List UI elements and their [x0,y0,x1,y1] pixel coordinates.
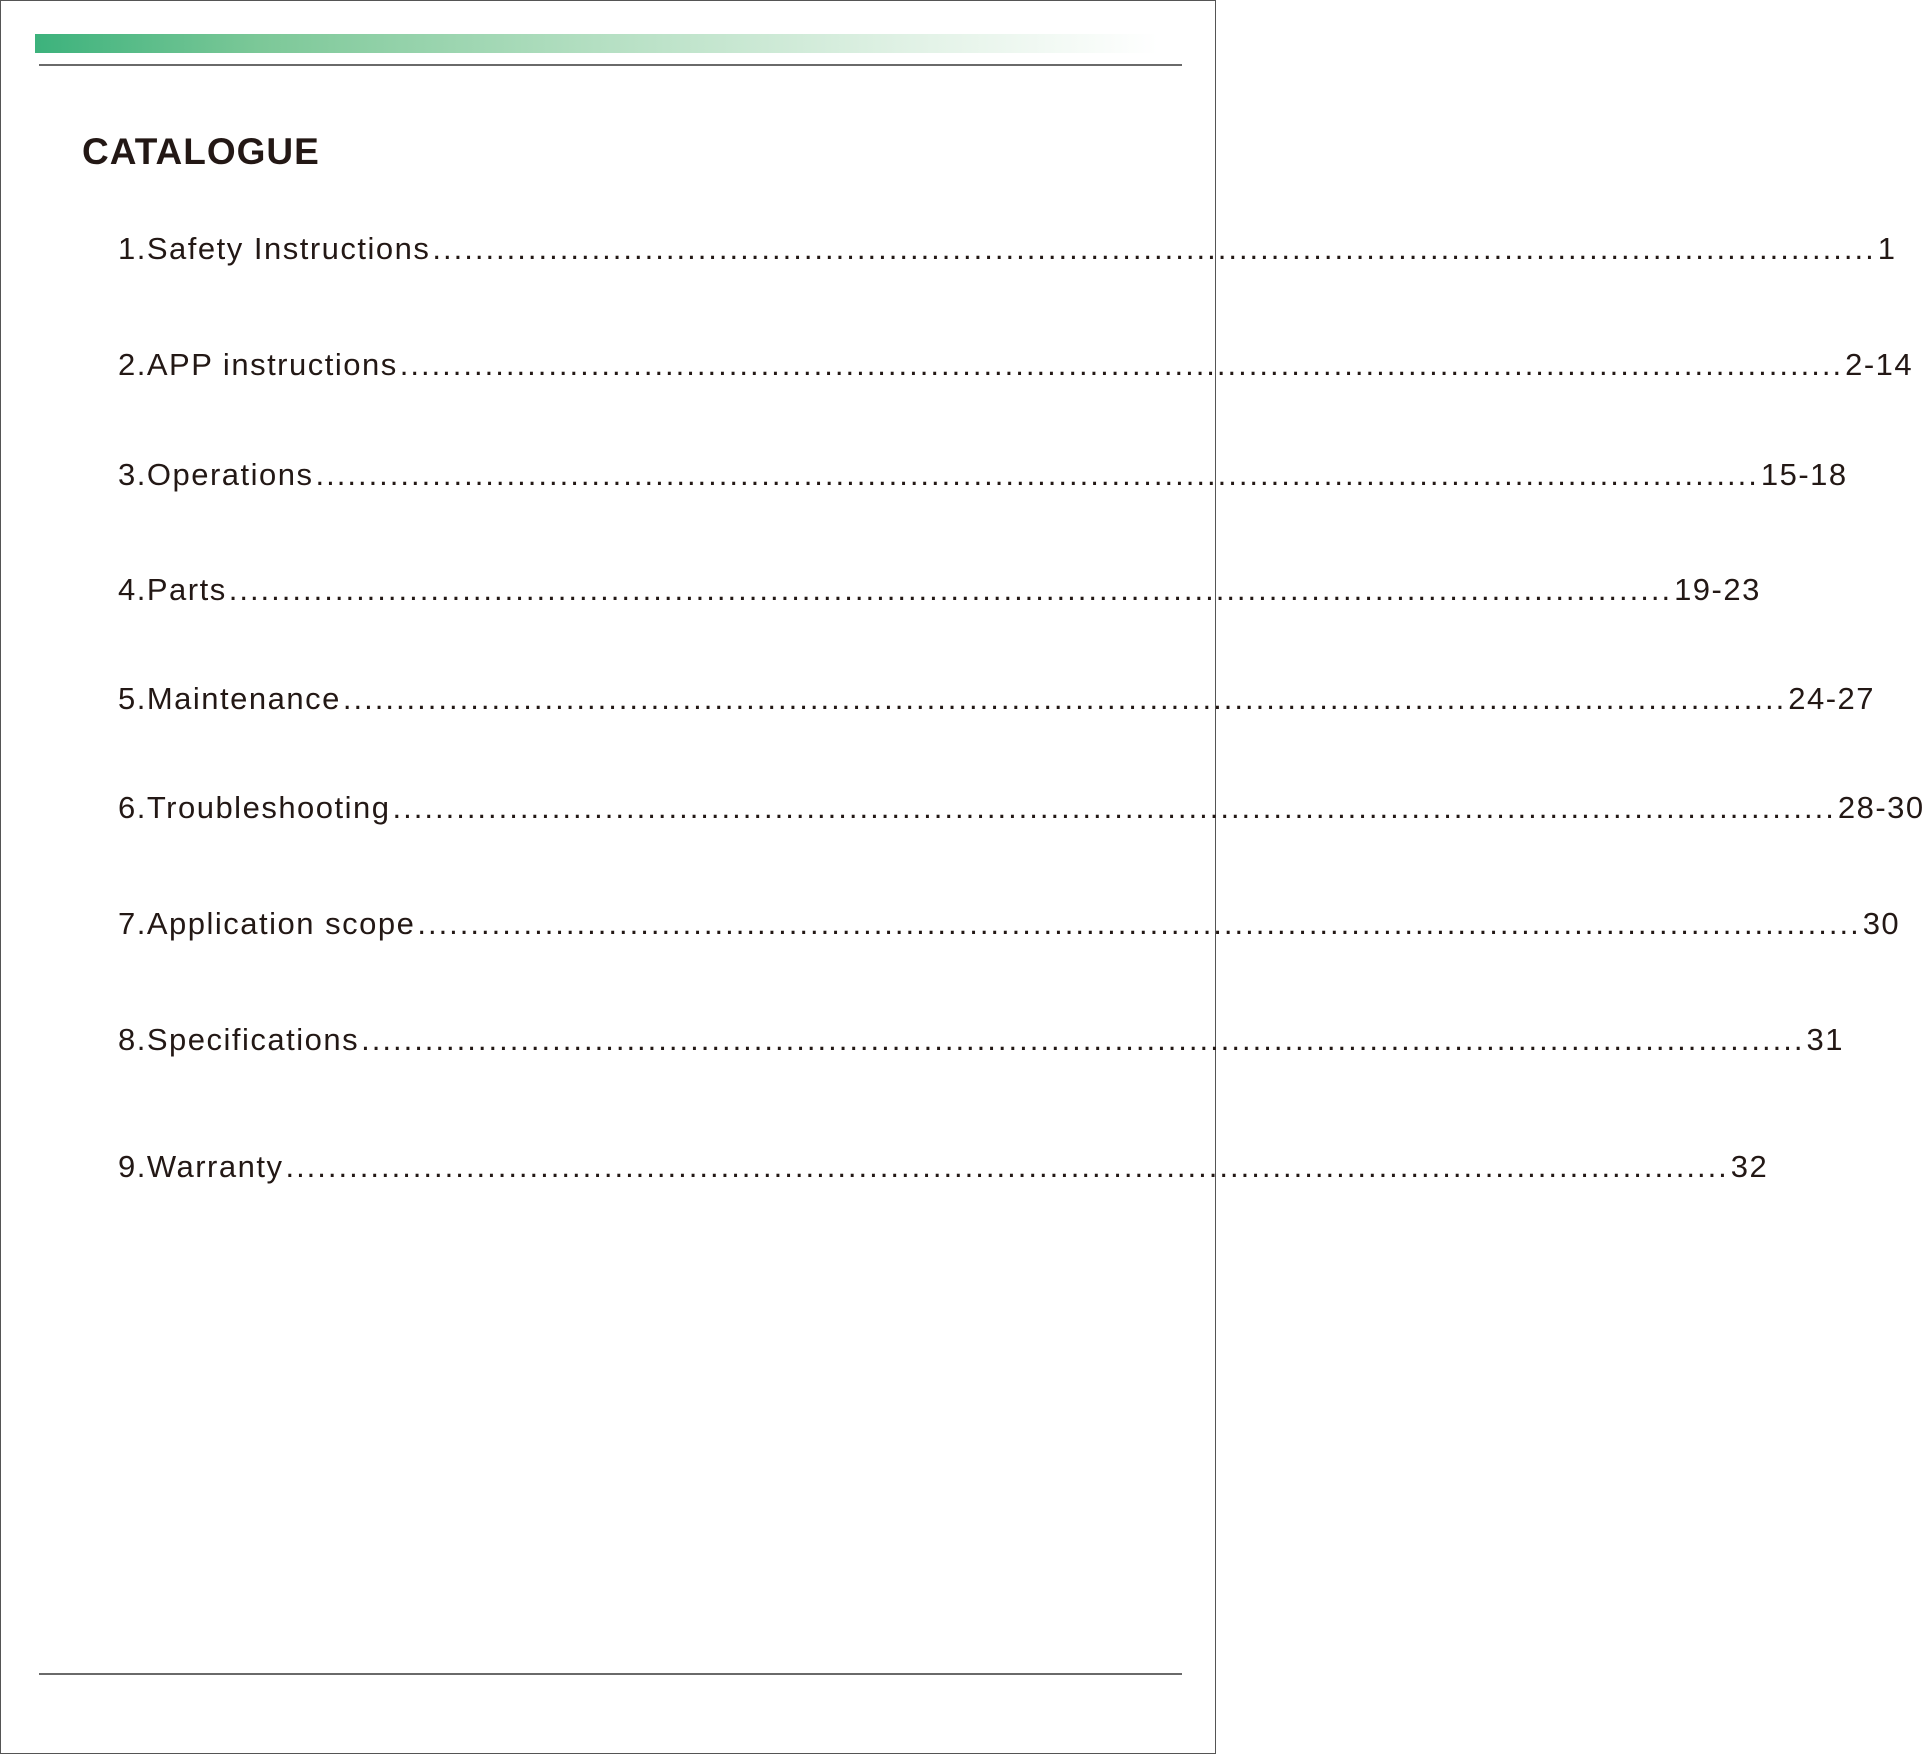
page-title: CATALOGUE [82,131,320,172]
toc-entry-label: 5.Maintenance [118,681,341,716]
dot-leader: ........................................................................................................................................ [342,681,1787,716]
dot-leader: ........................................................................................................................................ [417,906,1861,941]
toc-entry-label: 3.Operations [118,457,314,492]
dot-leader: ........................................................................................................................................ [399,347,1844,382]
toc-entry-warranty [118,1147,1769,1187]
dot-leader: ........................................................................................................................................ [285,1149,1729,1184]
toc-entry-page: 24-27 [1788,681,1876,716]
toc-entry-page: 32 [1730,1149,1769,1184]
toc-entry-label: 8.Specifications [118,1022,360,1057]
toc-entry-page: 28-30 [1837,790,1925,825]
dot-leader: ........................................................................................................................................ [228,572,1673,607]
toc-entry-label: 1.Safety Instructions [118,231,431,266]
toc-entry-application-scope [118,904,1901,944]
toc-entry-page: 31 [1806,1022,1844,1057]
toc-entry-maintenance [118,679,1876,719]
toc-entry-app-instructions [118,345,1914,385]
toc-entry-troubleshooting [118,788,1925,828]
toc-entry-page: 30 [1862,906,1901,941]
dot-leader: ........................................................................................................................................ [361,1022,1805,1057]
toc-entry-page: 15-18 [1760,457,1848,492]
toc-entry-page: 19-23 [1674,572,1761,607]
toc-entry-label: 7.Application scope [118,906,416,941]
toc-entry-parts [118,570,1761,610]
toc-entry-specifications [118,1020,1844,1060]
toc-entry-page: 2-14 [1845,347,1914,382]
toc-entry-label: 2.APP instructions [118,347,398,382]
table-of-contents [118,1,1925,1755]
toc-entry-page: 1 [1877,231,1897,266]
toc-entry-safety-instructions [118,229,1897,269]
toc-entry-label: 9.Warranty [118,1149,284,1184]
dot-leader: ........................................................................................................................................ [432,231,1876,266]
footer-divider [39,1673,1182,1675]
toc-entry-label: 4.Parts [118,572,227,607]
dot-leader: ........................................................................................................................................ [315,457,1759,492]
toc-entry-operations [118,455,1848,495]
dot-leader: ........................................................................................................................................ [392,790,1836,825]
toc-entry-label: 6.Troubleshooting [118,790,391,825]
